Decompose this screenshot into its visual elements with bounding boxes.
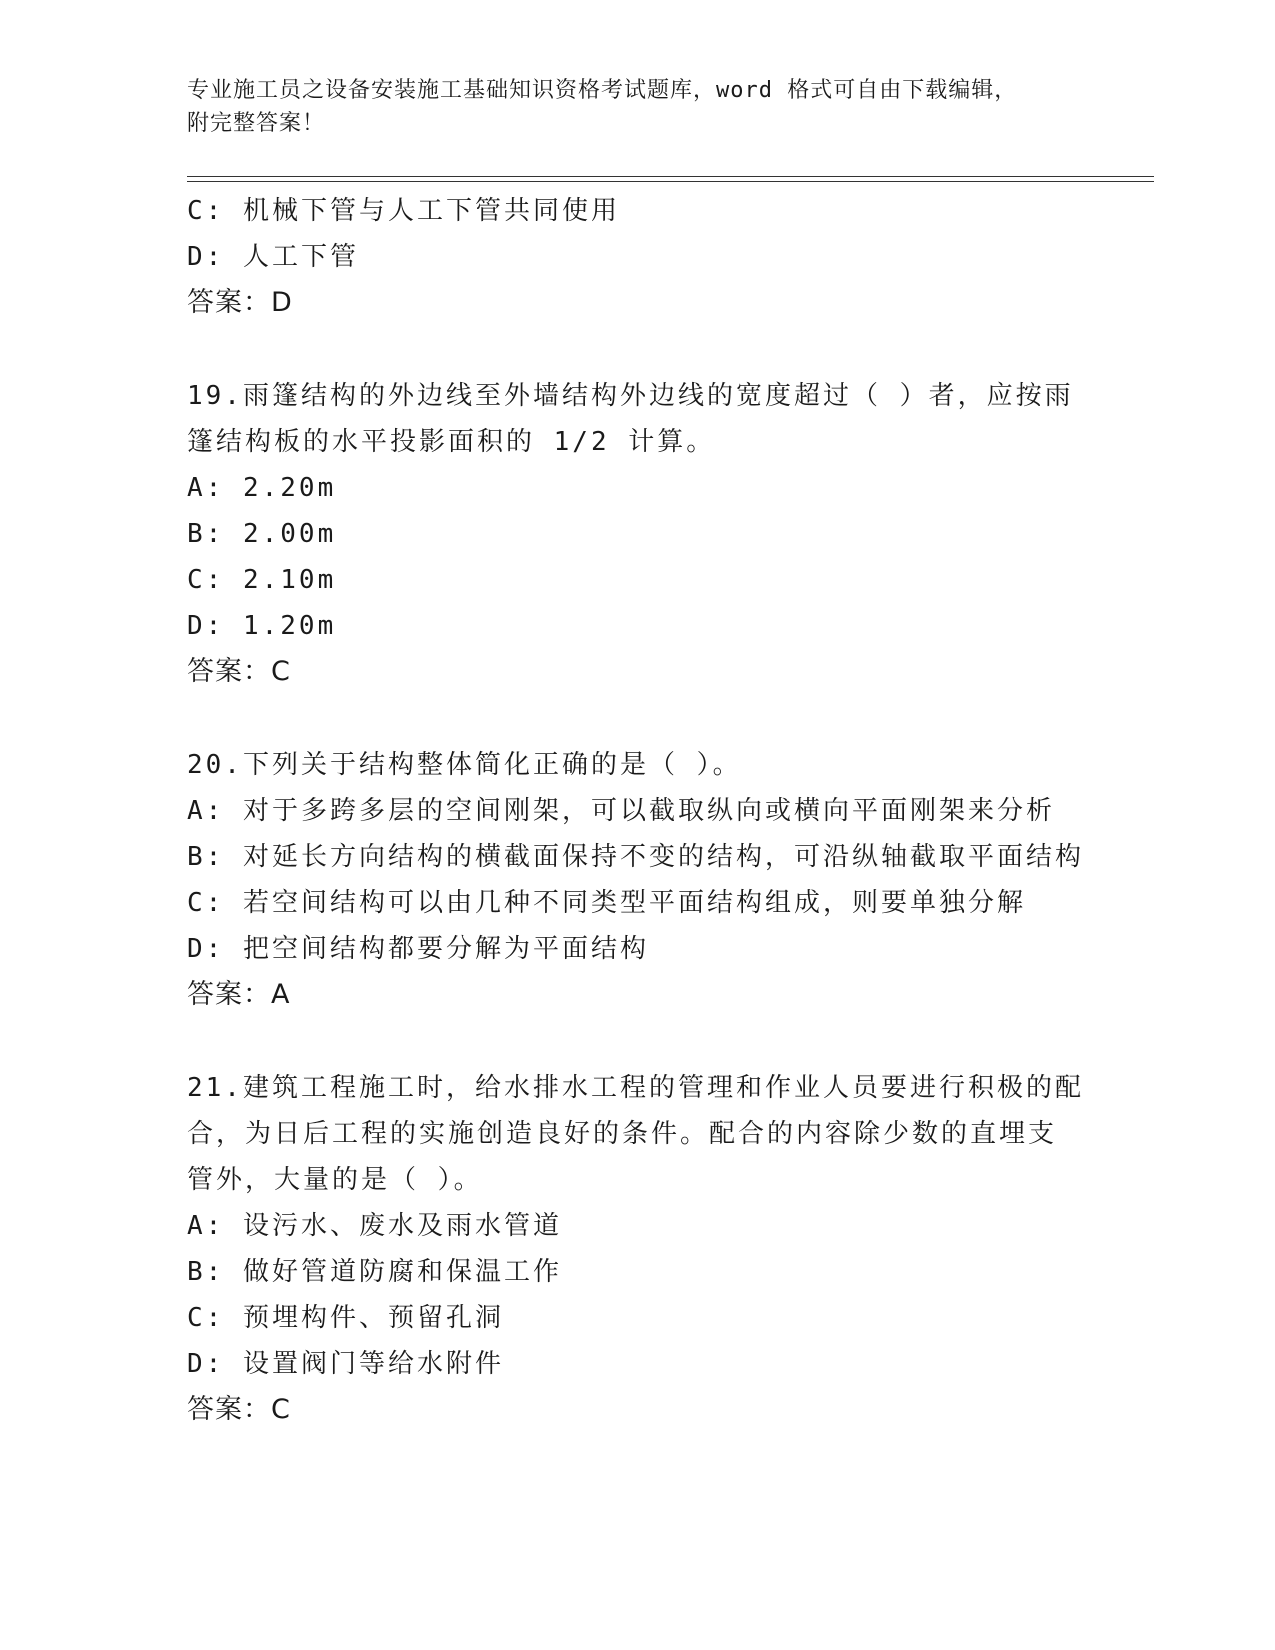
option-d: D: 把空间结构都要分解为平面结构 bbox=[187, 934, 649, 964]
question-19 bbox=[187, 373, 1127, 695]
header-line-2: 附完整答案！ bbox=[187, 111, 326, 136]
option-d: D: 1.20m bbox=[187, 611, 337, 641]
question-stem: 19.雨篷结构的外边线至外墙结构外边线的宽度超过（ ）者，应按雨 bbox=[187, 381, 1074, 411]
option-a: A: 设污水、废水及雨水管道 bbox=[187, 1211, 562, 1241]
spacer bbox=[187, 695, 1127, 742]
question-18-tail bbox=[187, 188, 1127, 326]
header-line-1: 专业施工员之设备安装施工基础知识资格考试题库，word 格式可自由下载编辑， bbox=[187, 78, 1018, 103]
option-b: B: 2.00m bbox=[187, 519, 337, 549]
answer: 答案：C bbox=[187, 656, 291, 687]
answer: 答案：D bbox=[187, 287, 293, 318]
spacer bbox=[187, 326, 1127, 373]
question-stem: 合，为日后工程的实施创造良好的条件。配合的内容除少数的直埋支 bbox=[187, 1119, 1058, 1149]
option-c: C: 机械下管与人工下管共同使用 bbox=[187, 196, 620, 226]
option-d: D: 人工下管 bbox=[187, 242, 359, 272]
option-c: C: 2.10m bbox=[187, 565, 337, 595]
question-stem: 20.下列关于结构整体简化正确的是（ ）。 bbox=[187, 750, 742, 780]
option-a: A: 2.20m bbox=[187, 473, 337, 503]
question-stem: 管外，大量的是（ ）。 bbox=[187, 1165, 483, 1195]
header-divider-top bbox=[187, 176, 1154, 177]
answer: 答案：A bbox=[187, 979, 291, 1010]
answer: 答案：C bbox=[187, 1394, 291, 1425]
question-20 bbox=[187, 742, 1127, 1018]
option-b: B: 对延长方向结构的横截面保持不变的结构，可沿纵轴截取平面结构 bbox=[187, 842, 1084, 872]
option-c: C: 若空间结构可以由几种不同类型平面结构组成，则要单独分解 bbox=[187, 888, 1026, 918]
question-21 bbox=[187, 1065, 1127, 1433]
document-header bbox=[187, 74, 1087, 140]
header-divider-bottom bbox=[187, 181, 1154, 182]
question-stem: 21.建筑工程施工时，给水排水工程的管理和作业人员要进行积极的配 bbox=[187, 1073, 1084, 1103]
option-b: B: 做好管道防腐和保温工作 bbox=[187, 1257, 562, 1287]
question-stem: 篷结构板的水平投影面积的 1/2 计算。 bbox=[187, 427, 716, 457]
option-d: D: 设置阀门等给水附件 bbox=[187, 1349, 504, 1379]
option-c: C: 预埋构件、预留孔洞 bbox=[187, 1303, 504, 1333]
question-list bbox=[187, 188, 1127, 1433]
spacer bbox=[187, 1018, 1127, 1065]
option-a: A: 对于多跨多层的空间刚架，可以截取纵向或横向平面刚架来分析 bbox=[187, 796, 1055, 826]
